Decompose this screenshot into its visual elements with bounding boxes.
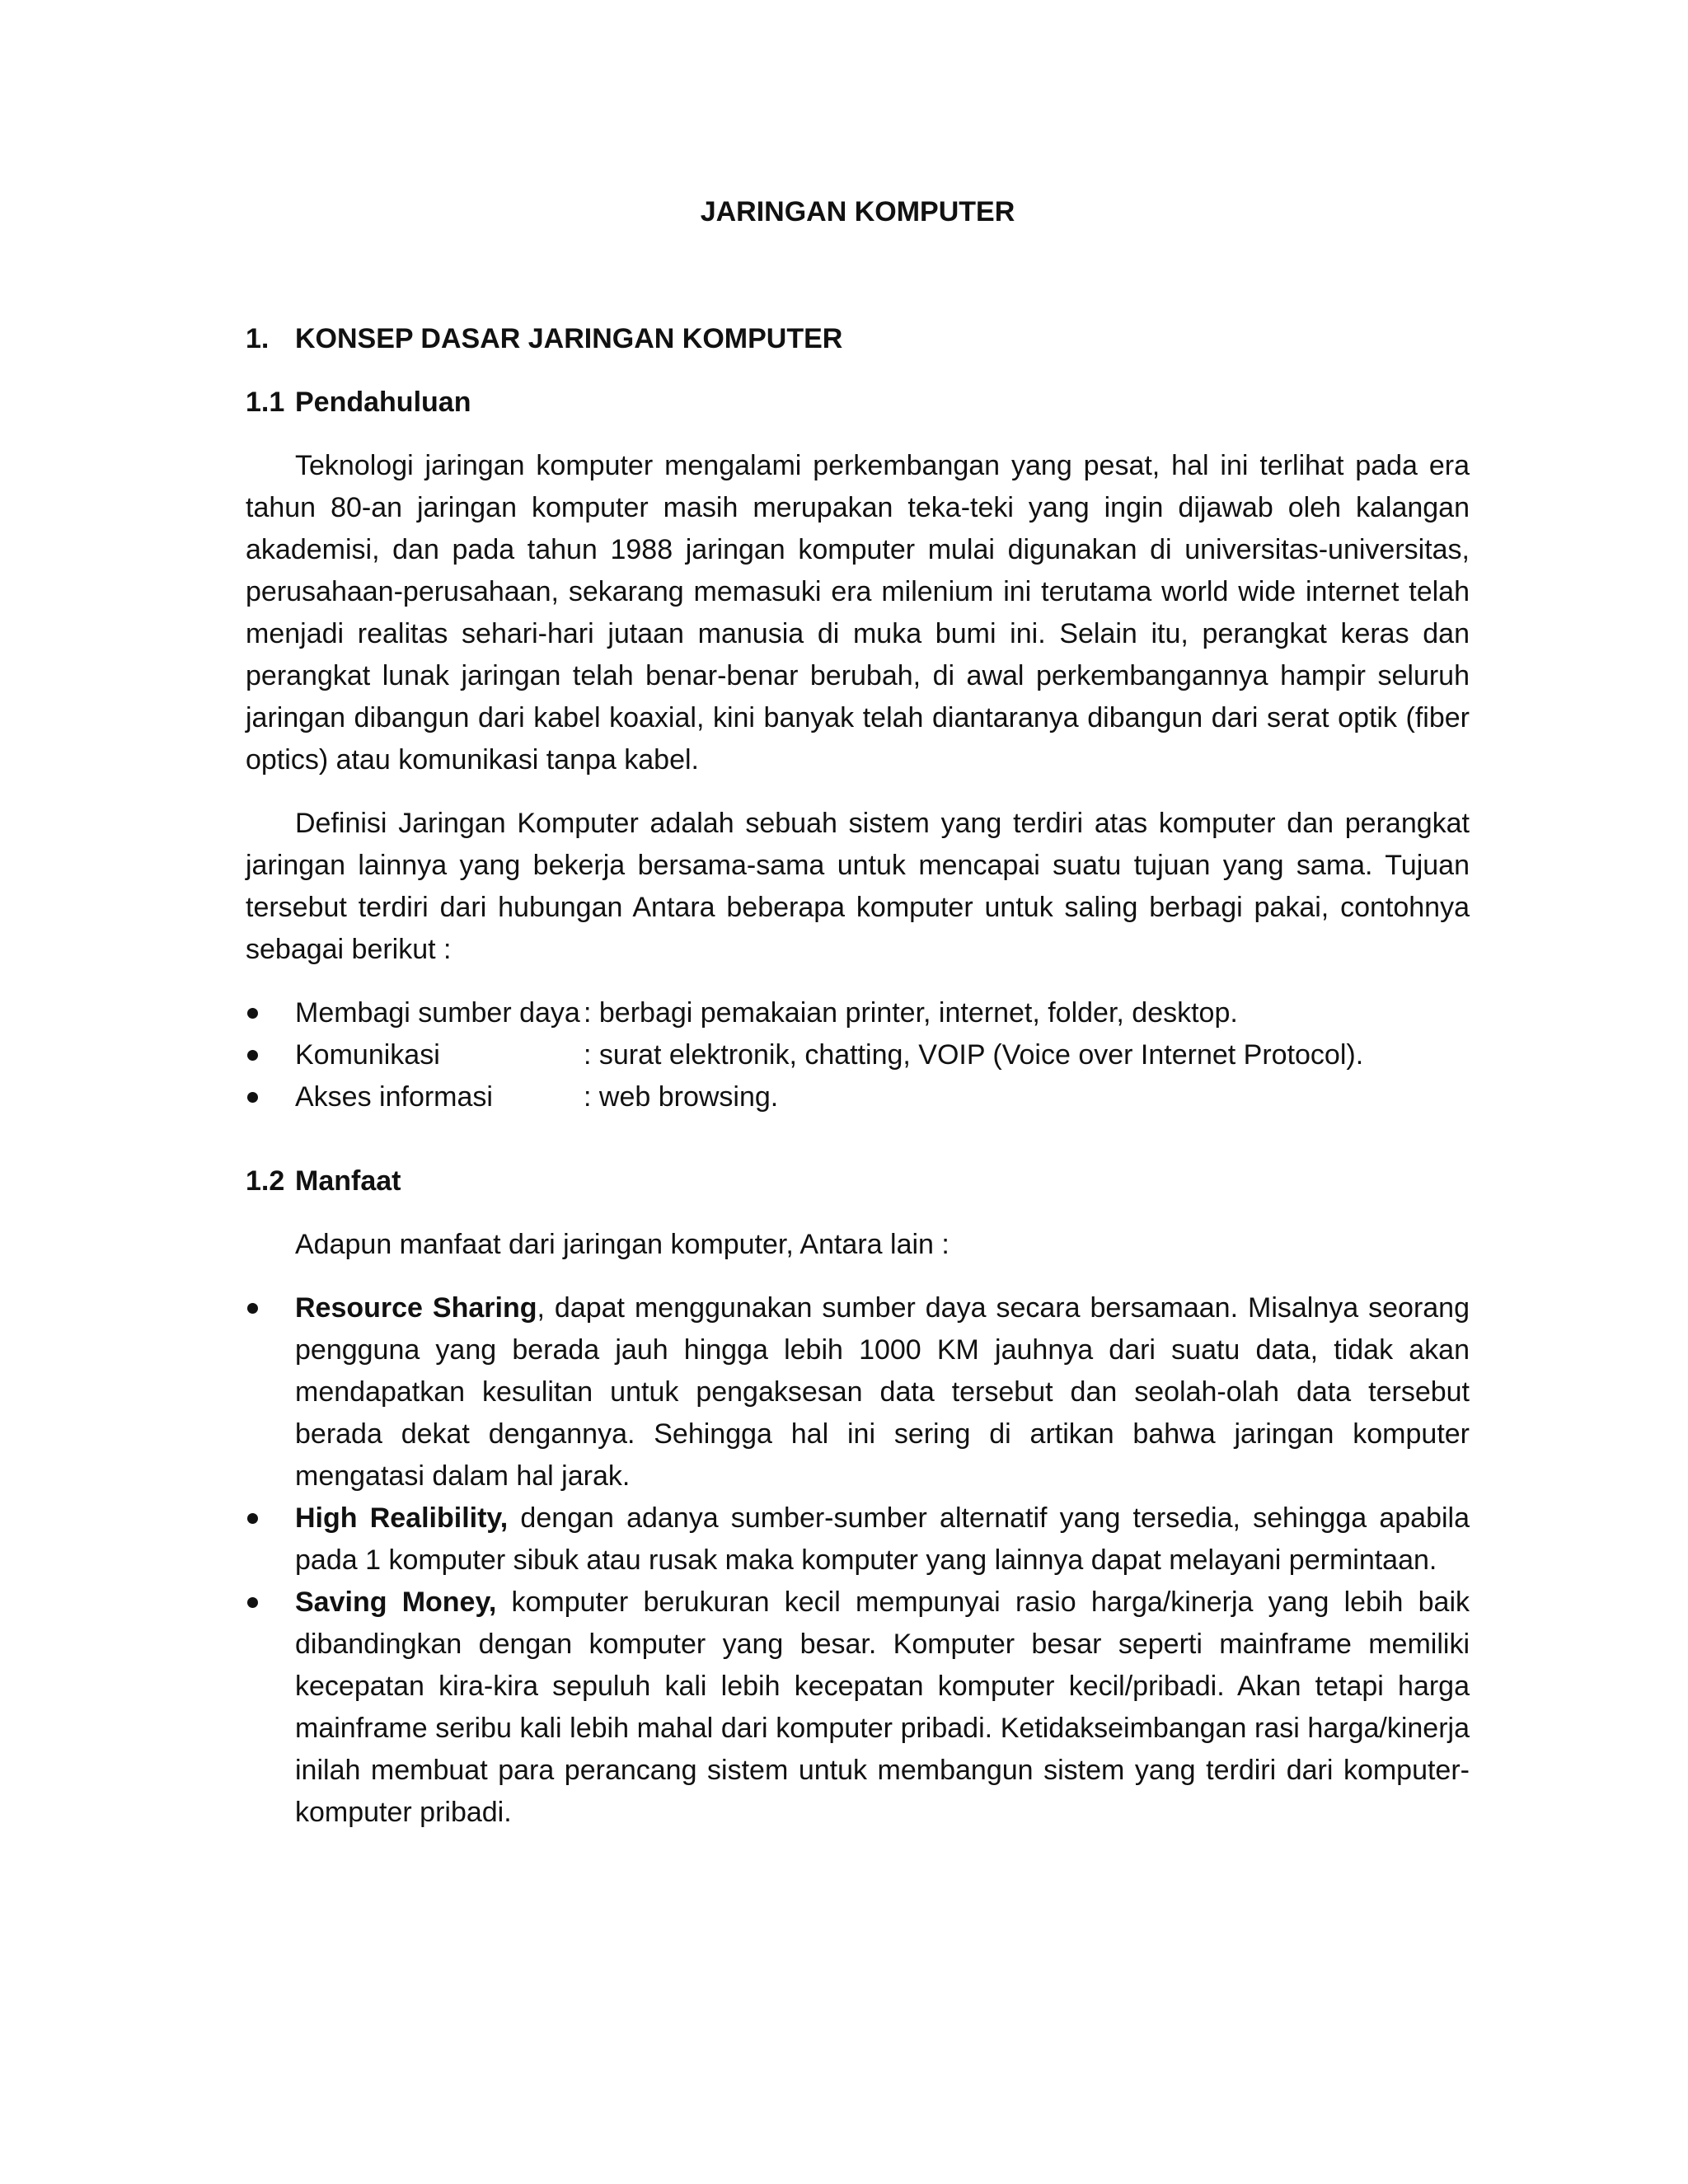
bullet-icon — [246, 1287, 279, 1329]
list-item-description: : web browsing. — [584, 1081, 779, 1113]
list-item — [246, 1076, 1470, 1118]
list-item-term: Akses informasi — [295, 1081, 493, 1113]
list-item — [246, 1287, 1470, 1497]
benefit-list — [246, 1287, 1470, 1834]
list-item — [246, 992, 1470, 1034]
subsection-title: Manfaat — [295, 1165, 401, 1197]
list-item — [246, 1582, 1470, 1834]
document-title: JARINGAN KOMPUTER — [700, 196, 1015, 227]
benefit-term: High Realibility, — [295, 1502, 509, 1534]
paragraph-definisi: Definisi Jaringan Komputer adalah sebuah sistem yang terdiri atas komputer dan perangkat jaringan lainnya yang bekerja bersama-sama untuk mencapai suatu tujuan yang sama. Tujuan tersebut terdiri dari hubungan Antara beberapa komputer untuk saling berbagi pakai, contohnya sebagai berikut : — [246, 808, 1470, 965]
list-item-description: : surat elektronik, chatting, VOIP (Voice over Internet Protocol). — [584, 1039, 1364, 1071]
subsection-heading-pendahuluan — [246, 382, 1470, 424]
benefit-description: dengan adanya sumber-sumber alternatif yang tersedia, sehingga apabila pada 1 komputer sibuk atau rusak maka komputer yang lainnya dapat melayani permintaan. — [295, 1502, 1470, 1576]
bullet-icon — [246, 1076, 279, 1118]
section-heading — [246, 318, 1470, 360]
document-body — [246, 191, 1470, 1834]
benefit-term: Saving Money, — [295, 1586, 497, 1618]
purpose-list — [246, 992, 1470, 1118]
paragraph-manfaat-intro: Adapun manfaat dari jaringan komputer, Antara lain : — [295, 1229, 950, 1260]
section-number: 1. — [246, 323, 270, 354]
paragraph-pendahuluan: Teknologi jaringan komputer mengalami perkembangan yang pesat, hal ini terlihat pada era tahun 80-an jaringan komputer masih merupakan teka-teki yang ingin dijawab oleh kalangan akademisi, dan pada tahun 1988 jaringan komputer mulai digunakan di universitas-universitas, perusahaan-perusahaan, sekarang memasuki era milenium ini terutama world wide internet telah menjadi realitas sehari-hari jutaan manusia di muka bumi ini. Selain itu, perangkat keras dan perangkat lunak jaringan telah benar-benar berubah, di awal perkembangannya hampir seluruh jaringan dibangun dari kabel koaxial, kini banyak telah diantaranya dibangun dari serat optik (fiber optics) atau komunikasi tanpa kabel. — [246, 450, 1470, 776]
subsection-title: Pendahuluan — [295, 387, 471, 418]
list-item — [246, 1497, 1470, 1582]
bullet-icon — [246, 992, 279, 1034]
bullet-icon — [246, 1034, 279, 1076]
benefit-description: , dapat menggunakan sumber daya secara bersamaan. Misalnya seorang pengguna yang berada jauh hingga lebih 1000 KM jauhnya dari suatu data, tidak akan mendapatkan kesulitan untuk pengaksesan data tersebut dan seolah-olah data tersebut berada dekat dengannya. Sehingga hal ini sering di artikan bahwa jaringan komputer mengatasi dalam hal jarak. — [295, 1292, 1470, 1492]
list-item — [246, 1034, 1470, 1076]
bullet-icon — [246, 1582, 279, 1624]
benefit-description: komputer berukuran kecil mempunyai rasio harga/kinerja yang lebih baik dibandingkan dengan komputer yang besar. Komputer besar seperti mainframe memiliki kecepatan kira-kira sepuluh kali lebih kecepatan komputer kecil/pribadi. Akan tetapi harga mainframe seribu kali lebih mahal dari komputer pribadi. Ketidakseimbangan rasi harga/kinerja inilah membuat para perancang sistem untuk membangun sistem yang terdiri dari komputer-komputer pribadi. — [295, 1586, 1470, 1828]
benefit-term: Resource Sharing — [295, 1292, 537, 1324]
bullet-icon — [246, 1497, 279, 1540]
list-item-term: Membagi sumber daya — [295, 997, 580, 1029]
list-item-term: Komunikasi — [295, 1039, 440, 1071]
subsection-heading-manfaat — [246, 1160, 1470, 1202]
subsection-number: 1.2 — [246, 1165, 285, 1197]
subsection-number: 1.1 — [246, 387, 285, 418]
list-item-description: : berbagi pemakaian printer, internet, folder, desktop. — [584, 997, 1238, 1029]
section-title: KONSEP DASAR JARINGAN KOMPUTER — [295, 323, 843, 354]
